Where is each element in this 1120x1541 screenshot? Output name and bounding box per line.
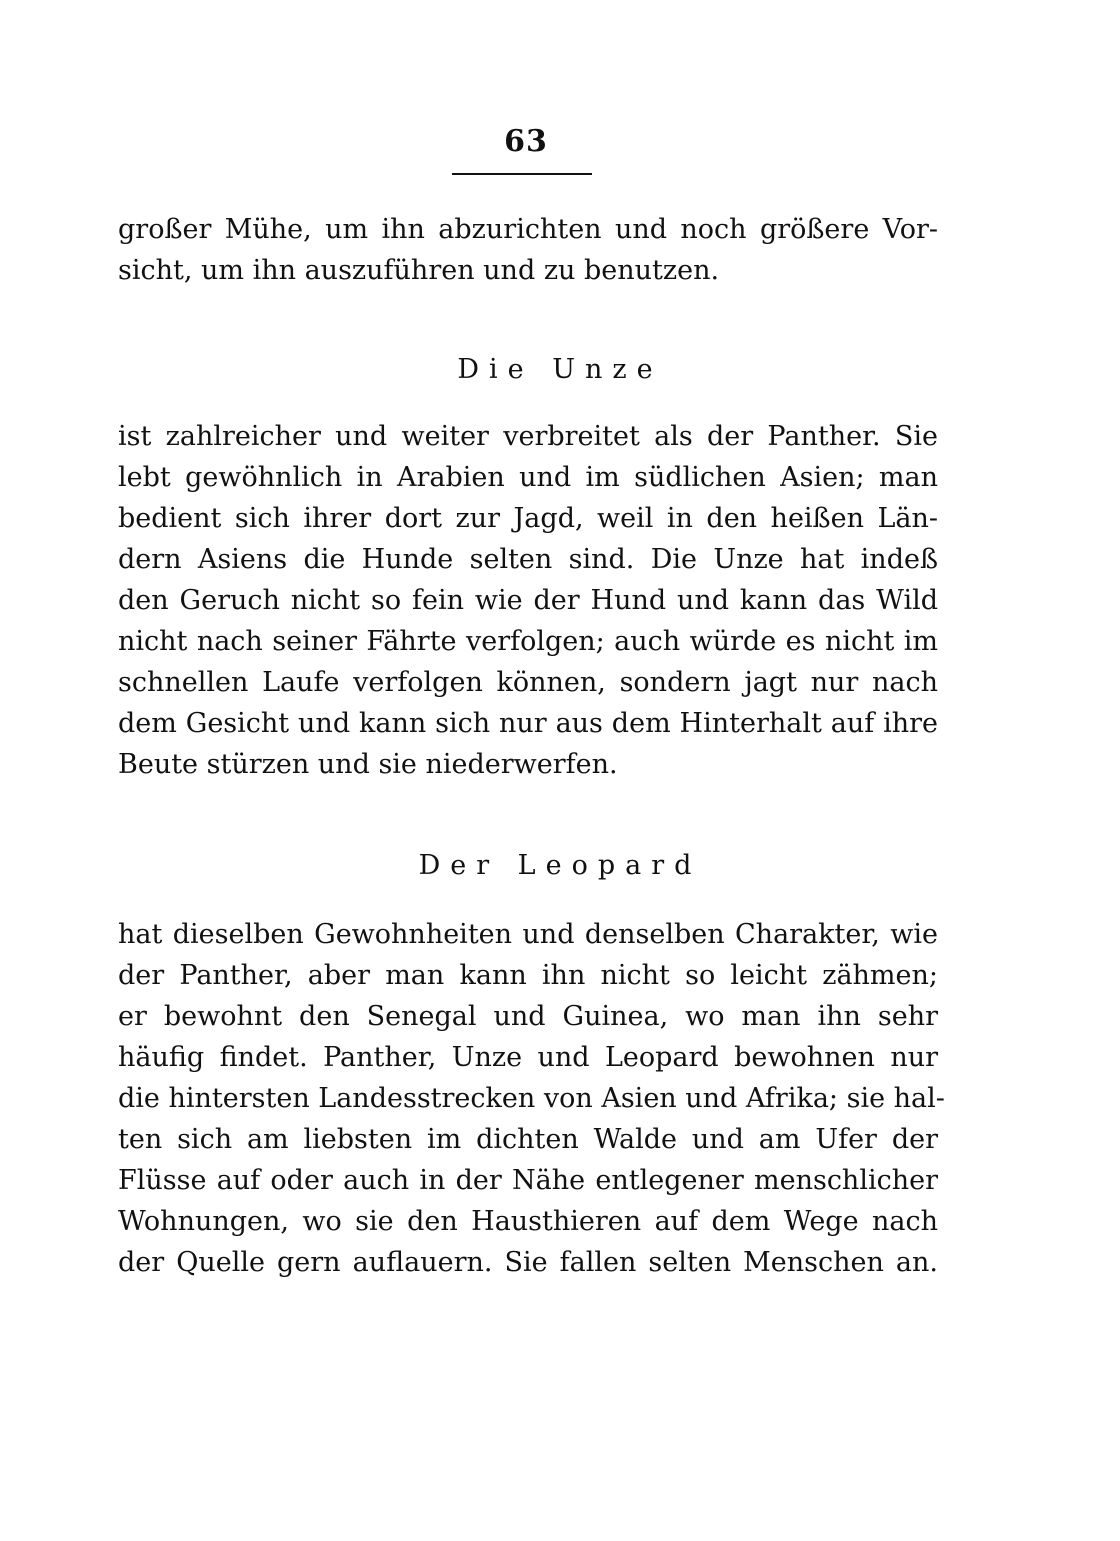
text-line: die hintersten Landesstrecken von Asien und Afrika; sie hal- [118,1083,945,1114]
text-line: schnellen Laufe verfolgen können, sondern jagt nur nach [118,667,938,698]
page-number-rule [452,173,592,175]
text-line: Wohnungen, wo sie den Hausthieren auf dem Wege nach [118,1206,938,1237]
text-line: lebt gewöhnlich in Arabien und im südlichen Asien; man [118,462,938,493]
text-line: dem Gesicht und kann sich nur aus dem Hinterhalt auf ihre [118,708,938,739]
leopard-paragraph [118,914,945,1283]
text-line: großer Mühe, um ihn abzurichten und noch größere Vor- [118,214,938,245]
text-line: Flüsse auf oder auch in der Nähe entlegener menschlicher [118,1165,938,1196]
text-line: hat dieselben Gewohnheiten und denselben Charakter, wie [118,919,938,950]
text-line: sicht, um ihn auszuführen und zu benutzen. [118,255,720,286]
intro-paragraph [118,209,938,291]
page-number: 63 [504,124,548,159]
text-line: Beute stürzen und sie niederwerfen. [118,749,618,780]
text-line: er bewohnt den Senegal und Guinea, wo man ihn sehr [118,1001,938,1032]
section-heading-leopard: Der Leopard [418,850,702,881]
section-heading-unze: Die Unze [457,354,663,385]
text-line: häufig findet. Panther, Unze und Leopard bewohnen nur [118,1042,938,1073]
text-line: bedient sich ihrer dort zur Jagd, weil in den heißen Län- [118,503,938,534]
text-line: ist zahlreicher und weiter verbreitet als der Panther. Sie [118,421,938,452]
unze-paragraph [118,416,938,785]
text-line: ten sich am liebsten im dichten Walde und am Ufer der [118,1124,938,1155]
text-line: dern Asiens die Hunde selten sind. Die Unze hat indeß [118,544,938,575]
text-line: den Geruch nicht so fein wie der Hund und kann das Wild [118,585,938,616]
text-line: der Quelle gern auflauern. Sie fallen selten Menschen an. [118,1247,938,1278]
text-line: der Panther, aber man kann ihn nicht so leicht zähmen; [118,960,938,991]
text-line: nicht nach seiner Fährte verfolgen; auch würde es nicht im [118,626,938,657]
